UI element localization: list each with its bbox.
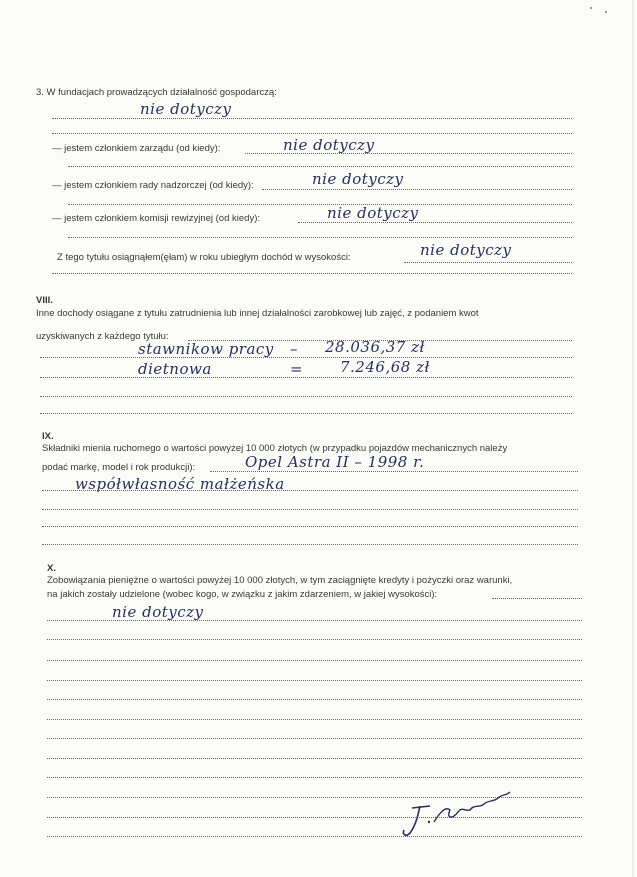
fund-answer: nie dotyczy	[140, 100, 232, 118]
income-row2-dash: =	[290, 360, 304, 378]
section-viii-number: VIII.	[36, 295, 53, 306]
section-x-text-2: na jakich zostały udzielone (wobec kogo, w związku z jakim zdarzeniem, w jakiej wysokości):	[47, 589, 438, 600]
fund-heading: 3. W fundacjach prowadzących działalność gospodarczą:	[36, 87, 277, 98]
board-answer: nie dotyczy	[283, 136, 375, 154]
section-ix-text-2: podać markę, model i rok produkcji):	[42, 462, 196, 473]
section-ix-number: IX.	[42, 431, 54, 442]
income-row2-label: dietnowa	[138, 360, 212, 378]
supervisory-answer: nie dotyczy	[312, 170, 404, 188]
supervisory-label: — jestem członkiem rady nadzorczej (od kiedy):	[52, 180, 254, 191]
ownership-answer: współwłasność małżeńska	[75, 475, 285, 493]
audit-label: — jestem członkiem komisji rewizyjnej (od kiedy):	[52, 213, 260, 224]
income-row1-label: stawnikow pracy	[138, 340, 274, 358]
section-viii-text-2: uzyskiwanych z każdego tytułu:	[36, 331, 169, 342]
section-x-text-1: Zobowiązania pieniężne o wartości powyżej 10 000 złotych, w tym zaciągnięte kredyty i pożyczki oraz warunki,	[47, 575, 513, 586]
section-ix-text-1: Składniki mienia ruchomego o wartości powyżej 10 000 złotych (w przypadku pojazdów mechanicznych należy	[42, 443, 508, 454]
section-x-number: X.	[47, 563, 56, 574]
income-row2-value: 7.246,68 zł	[340, 358, 430, 376]
audit-answer: nie dotyczy	[327, 204, 419, 222]
liabilities-answer: nie dotyczy	[112, 603, 204, 621]
section-viii-text-1: Inne dochody osiągane z tytułu zatrudnienia lub innej działalności zarobkowej lub zajęć, z podaniem kwot	[36, 308, 479, 319]
income-row1-dash: –	[290, 340, 298, 358]
income-label: Z tego tytułu osiągnąłem(ęłam) w roku ubiegłym dochód w wysokości:	[57, 252, 351, 263]
board-label: — jestem członkiem zarządu (od kiedy):	[52, 143, 221, 154]
vehicle-answer: Opel Astra II – 1998 r.	[245, 453, 425, 471]
income-row1-value: 28.036,37 zł	[325, 338, 425, 356]
income-answer: nie dotyczy	[420, 241, 512, 259]
